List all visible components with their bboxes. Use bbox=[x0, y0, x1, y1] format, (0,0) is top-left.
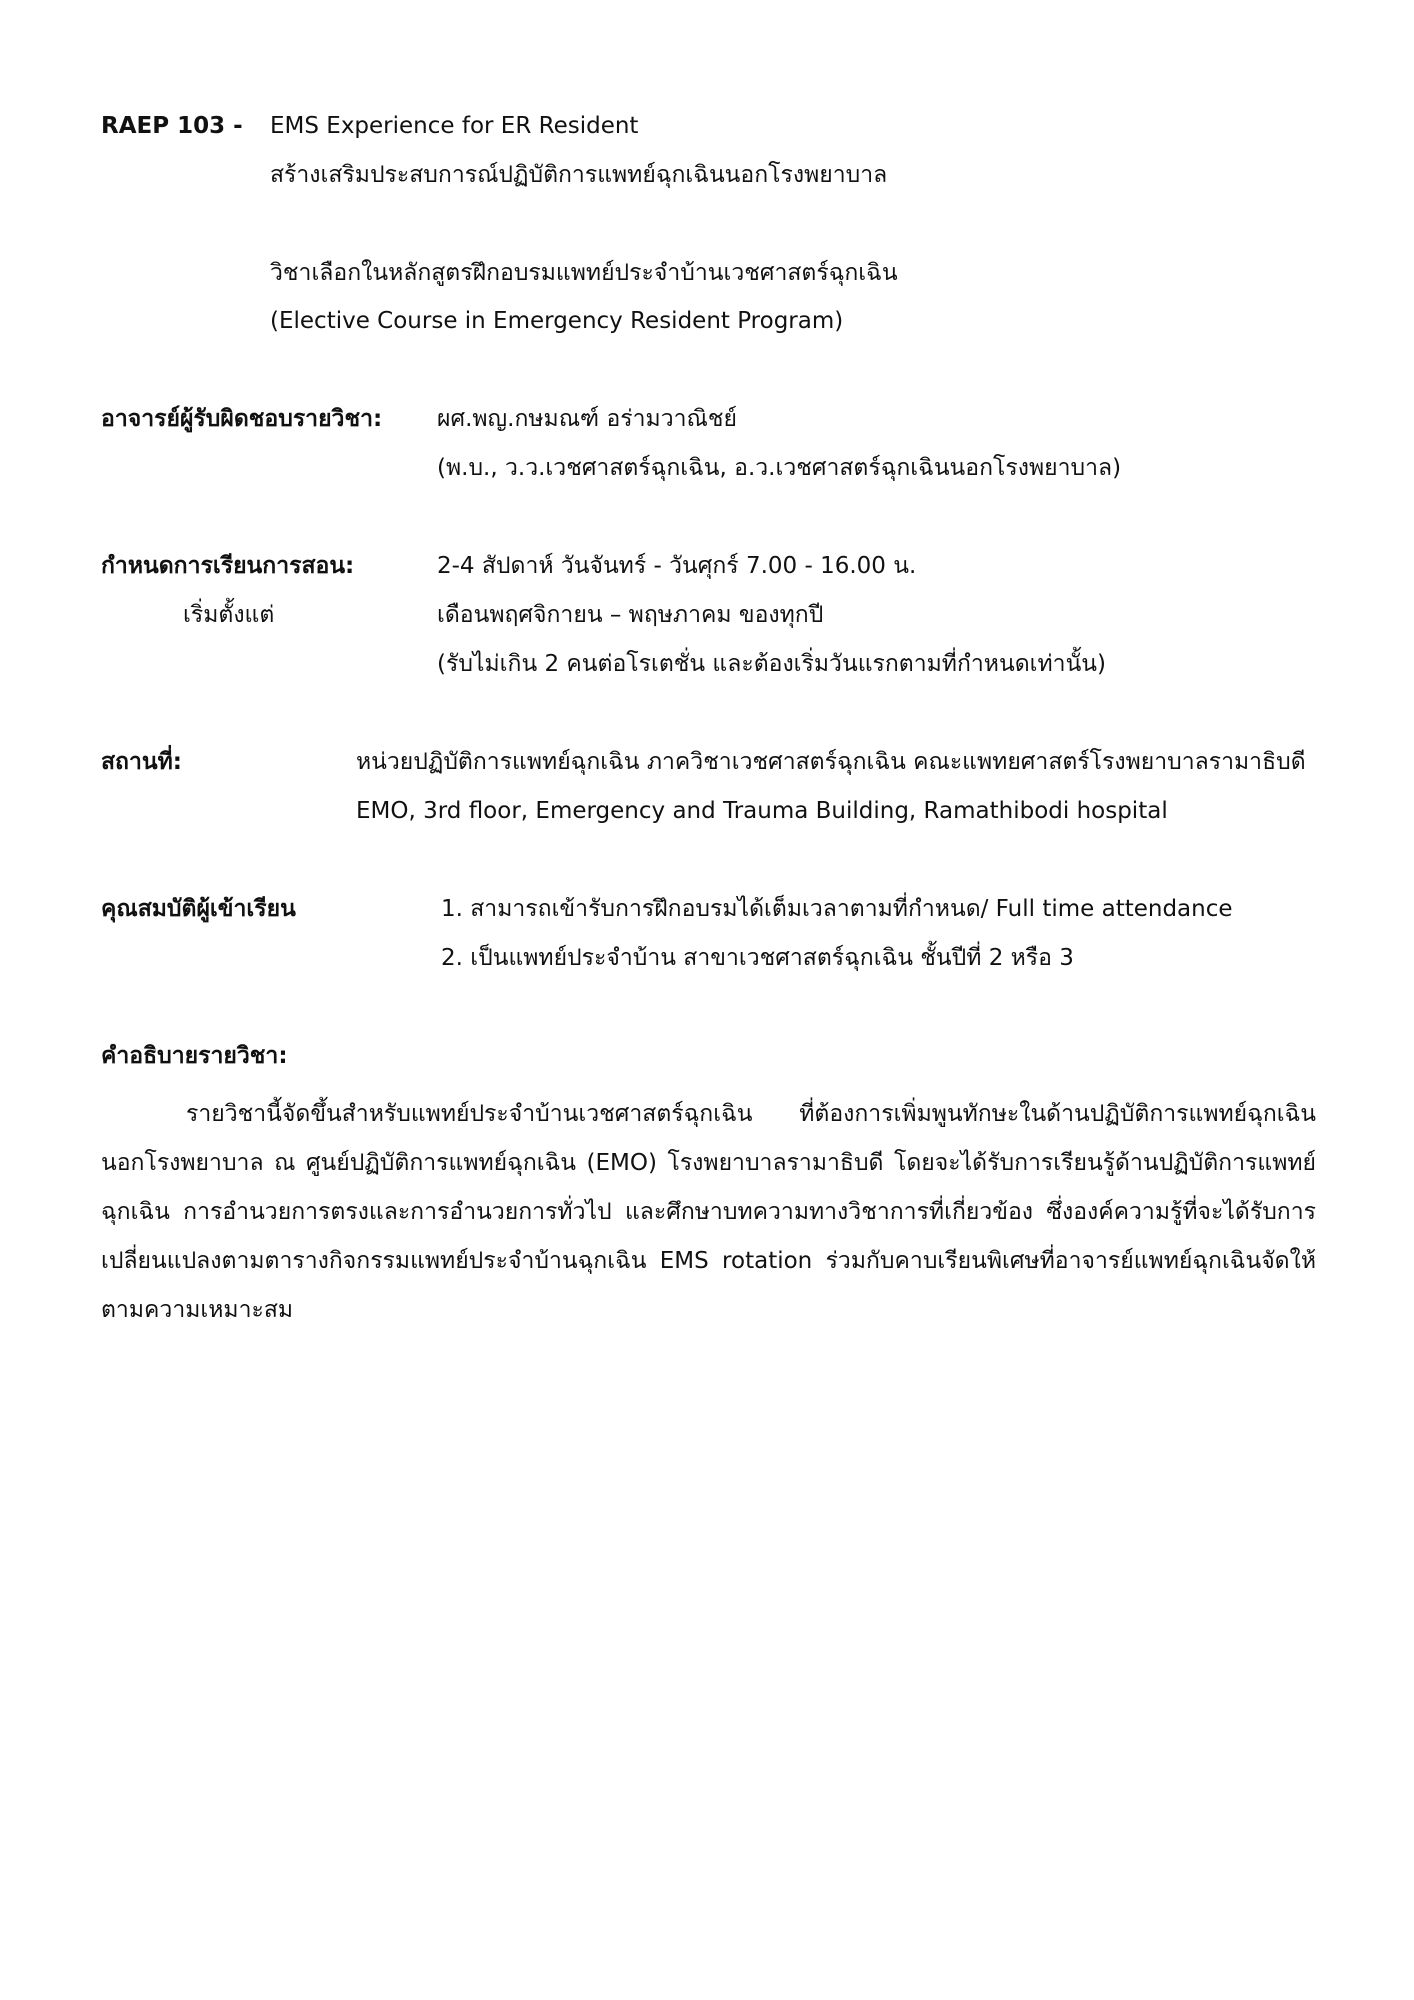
schedule-start-label: เริ่มตั้งแต่ bbox=[183, 602, 275, 628]
location-en: EMO, 3rd floor, Emergency and Trauma Building, Ramathibodi hospital bbox=[356, 798, 1168, 824]
course-code: RAEP 103 - bbox=[101, 113, 243, 139]
schedule-months: เดือนพฤศจิกายน – พฤษภาคม ของทุกปี bbox=[437, 602, 824, 628]
description-label: คำอธิบายรายวิชา: bbox=[101, 1043, 288, 1069]
location-label: สถานที่: bbox=[101, 749, 182, 775]
description-body: รายวิชานี้จัดขึ้นสำหรับแพทย์ประจำบ้านเวชศาสตร์ฉุกเฉิน ที่ต้องการเพิ่มพูนทักษะในด้านปฏิบัติการแพทย์ฉุกเฉินนอกโรงพยาบาล ณ ศูนย์ปฏิบัติการแพทย์ฉุกเฉิน (EMO) โรงพยาบาลรามาธิบดี โดยจะได้รับการเรียนรู้ด้านปฏิบัติการแพทย์ฉุกเฉิน การอำนวยการตรงและการอำนวยการทั่วไป และศึกษาบทความทางวิชาการที่เกี่ยวข้อง ซึ่งองค์ความรู้ที่จะได้รับการเปลี่ยนแปลงตามตารางกิจกรรมแพทย์ประจำบ้านฉุกเฉิน EMS rotation ร่วมกับคาบเรียนพิเศษที่อาจารย์แพทย์ฉุกเฉินจัดให้ตามความเหมาะสม bbox=[101, 1101, 1316, 1323]
schedule-capacity-note: (รับไม่เกิน 2 คนต่อโรเตชั่น และต้องเริ่มวันแรกตามที่กำหนดเท่านั้น) bbox=[437, 651, 1106, 677]
elective-note-th: วิชาเลือกในหลักสูตรฝึกอบรมแพทย์ประจำบ้านเวชศาสตร์ฉุกเฉิน bbox=[270, 260, 898, 286]
qualifications-label: คุณสมบัติผู้เข้าเรียน bbox=[101, 896, 296, 922]
schedule-days-hours: 2-4 สัปดาห์ วันจันทร์ - วันศุกร์ 7.00 - 16.00 น. bbox=[437, 553, 917, 579]
qualification-item: 2. เป็นแพทย์ประจำบ้าน สาขาเวชศาสตร์ฉุกเฉิน ชั้นปีที่ 2 หรือ 3 bbox=[441, 945, 1074, 971]
instructor-qualifications: (พ.บ., ว.ว.เวชศาสตร์ฉุกเฉิน, อ.ว.เวชศาสตร์ฉุกเฉินนอกโรงพยาบาล) bbox=[437, 455, 1122, 481]
schedule-label: กำหนดการเรียนการสอน: bbox=[101, 553, 355, 579]
location-th: หน่วยปฏิบัติการแพทย์ฉุกเฉิน ภาควิชาเวชศาสตร์ฉุกเฉิน คณะแพทยศาสตร์โรงพยาบาลรามาธิบดี bbox=[356, 749, 1306, 775]
course-title-en: EMS Experience for ER Resident bbox=[270, 113, 639, 139]
instructor-name: ผศ.พญ.กษมณฑ์ อร่ามวาณิชย์ bbox=[437, 406, 737, 432]
elective-note-en: (Elective Course in Emergency Resident Program) bbox=[270, 308, 844, 334]
instructor-label: อาจารย์ผู้รับผิดชอบรายวิชา: bbox=[101, 406, 383, 432]
course-title-th: สร้างเสริมประสบการณ์ปฏิบัติการแพทย์ฉุกเฉินนอกโรงพยาบาล bbox=[270, 162, 888, 188]
qualification-item: 1. สามารถเข้ารับการฝึกอบรมได้เต็มเวลาตามที่กำหนด/ Full time attendance bbox=[441, 896, 1233, 922]
